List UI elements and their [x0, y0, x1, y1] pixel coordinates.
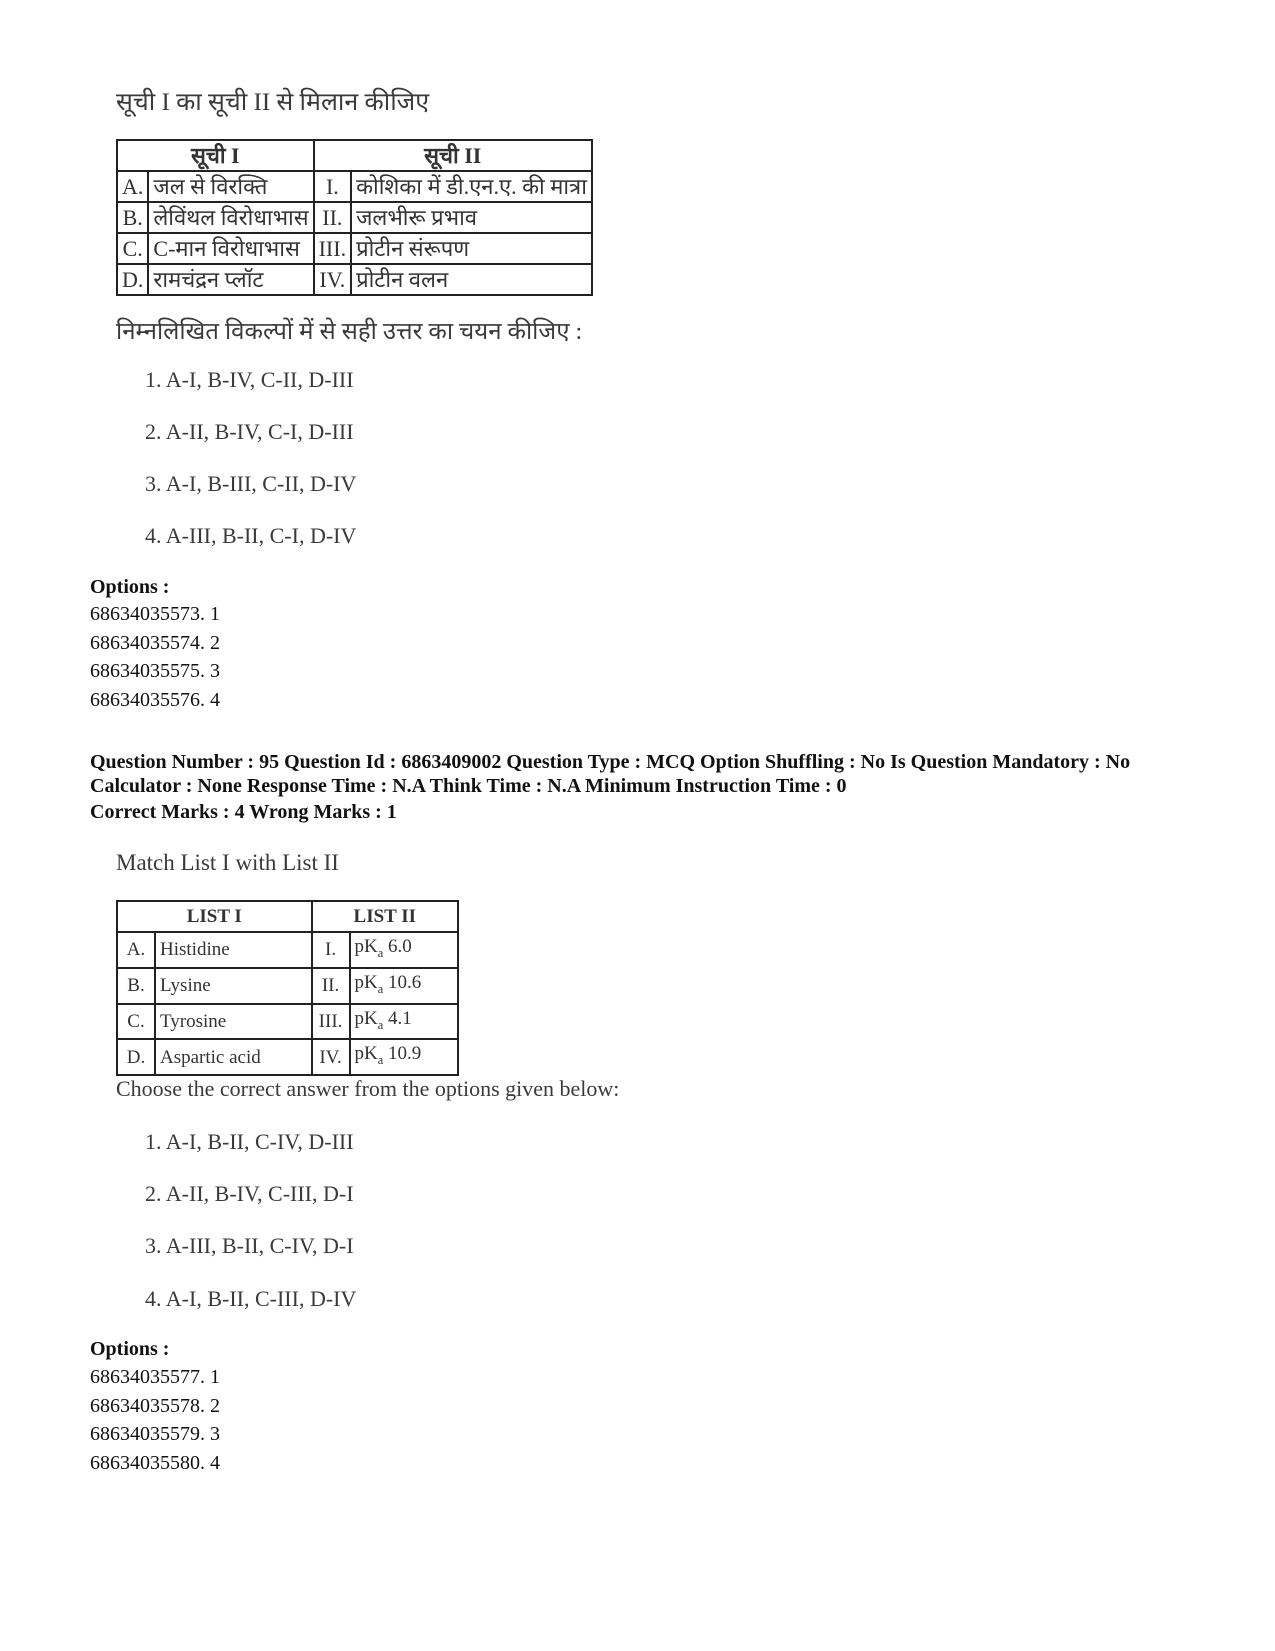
- table-cell: जल से विरक्ति: [148, 171, 313, 202]
- table-row: [117, 1004, 458, 1040]
- table-header: LIST II: [312, 901, 458, 932]
- option-id: 68634035574. 2: [90, 632, 220, 654]
- table-row: [117, 932, 458, 968]
- table-cell: C.: [117, 1004, 155, 1040]
- table-cell: IV.: [312, 1039, 350, 1075]
- answer-choice: 1. A-I, B-IV, C-II, D-III: [145, 367, 354, 392]
- table-cell: I.: [312, 932, 350, 968]
- answer-choice: 4. A-I, B-II, C-III, D-IV: [145, 1286, 357, 1311]
- answer-choice: 4. A-III, B-II, C-I, D-IV: [145, 523, 357, 548]
- table-cell: $pK_a$ 10.9: [350, 1039, 458, 1075]
- option-id: 68634035573. 1: [90, 603, 220, 625]
- table-cell: C.: [117, 233, 148, 264]
- option-id: 68634035576. 4: [90, 689, 220, 711]
- table-cell: B.: [117, 968, 155, 1004]
- table-cell: B.: [117, 202, 148, 233]
- question-instruction: निम्नलिखित विकल्पों में से सही उत्तर का चयन कीजिए :: [116, 319, 583, 345]
- option-id: 68634035579. 3: [90, 1423, 220, 1445]
- table-row: [117, 171, 592, 202]
- table-cell: II.: [314, 202, 351, 233]
- table-header: सूची II: [314, 140, 592, 171]
- table-header: सूची I: [117, 140, 314, 171]
- match-table-hindi: [116, 139, 593, 296]
- table-cell: जलभीरू प्रभाव: [351, 202, 592, 233]
- option-id: 68634035580. 4: [90, 1452, 220, 1474]
- table-row: [117, 1039, 458, 1075]
- table-row: [117, 968, 458, 1004]
- answer-choice: 3. A-III, B-II, C-IV, D-I: [145, 1233, 354, 1258]
- question-heading: सूची I का सूची II से मिलान कीजिए: [116, 89, 430, 116]
- table-cell: Tyrosine: [155, 1004, 312, 1040]
- table-cell: लेविंथल विरोधाभास: [148, 202, 313, 233]
- table-row: [117, 202, 592, 233]
- answer-choice: 2. A-II, B-IV, C-III, D-I: [145, 1181, 354, 1206]
- table-cell: I.: [314, 171, 351, 202]
- question-instruction: Choose the correct answer from the options given below:: [116, 1076, 620, 1101]
- match-table-english: [116, 900, 459, 1076]
- options-label: Options :: [90, 576, 170, 598]
- table-cell: प्रोटीन संरूपण: [351, 233, 592, 264]
- table-row: [117, 233, 592, 264]
- question-heading: Match List I with List II: [116, 850, 339, 875]
- table-cell: Histidine: [155, 932, 312, 968]
- option-id: 68634035578. 2: [90, 1395, 220, 1417]
- option-id: 68634035575. 3: [90, 660, 220, 682]
- table-cell: D.: [117, 1039, 155, 1075]
- option-id: 68634035577. 1: [90, 1366, 220, 1388]
- table-cell: Aspartic acid: [155, 1039, 312, 1075]
- options-label: Options :: [90, 1338, 170, 1360]
- table-header: LIST I: [117, 901, 312, 932]
- question-meta: Question Number : 95 Question Id : 6863409002 Question Type : MCQ Option Shuffling : No Is Question Mandatory : No Calculator : None Response Time : N.A Think Time : N.A Minimum Instruction Time : 0: [90, 751, 1131, 797]
- table-cell: II.: [312, 968, 350, 1004]
- question-marks: Correct Marks : 4 Wrong Marks : 1: [90, 801, 397, 823]
- table-cell: Lysine: [155, 968, 312, 1004]
- table-cell: $pK_a$ 6.0: [350, 932, 458, 968]
- table-cell: A.: [117, 932, 155, 968]
- table-cell: $pK_a$ 10.6: [350, 968, 458, 1004]
- table-cell: प्रोटीन वलन: [351, 264, 592, 295]
- table-cell: C-मान विरोधाभास: [148, 233, 313, 264]
- table-cell: D.: [117, 264, 148, 295]
- answer-choice: 1. A-I, B-II, C-IV, D-III: [145, 1129, 354, 1154]
- answer-choice: 3. A-I, B-III, C-II, D-IV: [145, 471, 357, 496]
- table-cell: $pK_a$ 4.1: [350, 1004, 458, 1040]
- table-cell: कोशिका में डी.एन.ए. की मात्रा: [351, 171, 592, 202]
- answer-choice: 2. A-II, B-IV, C-I, D-III: [145, 419, 354, 444]
- table-cell: A.: [117, 171, 148, 202]
- table-cell: रामचंद्रन प्लॉट: [148, 264, 313, 295]
- table-cell: IV.: [314, 264, 351, 295]
- table-row: [117, 264, 592, 295]
- table-cell: III.: [312, 1004, 350, 1040]
- table-cell: III.: [314, 233, 351, 264]
